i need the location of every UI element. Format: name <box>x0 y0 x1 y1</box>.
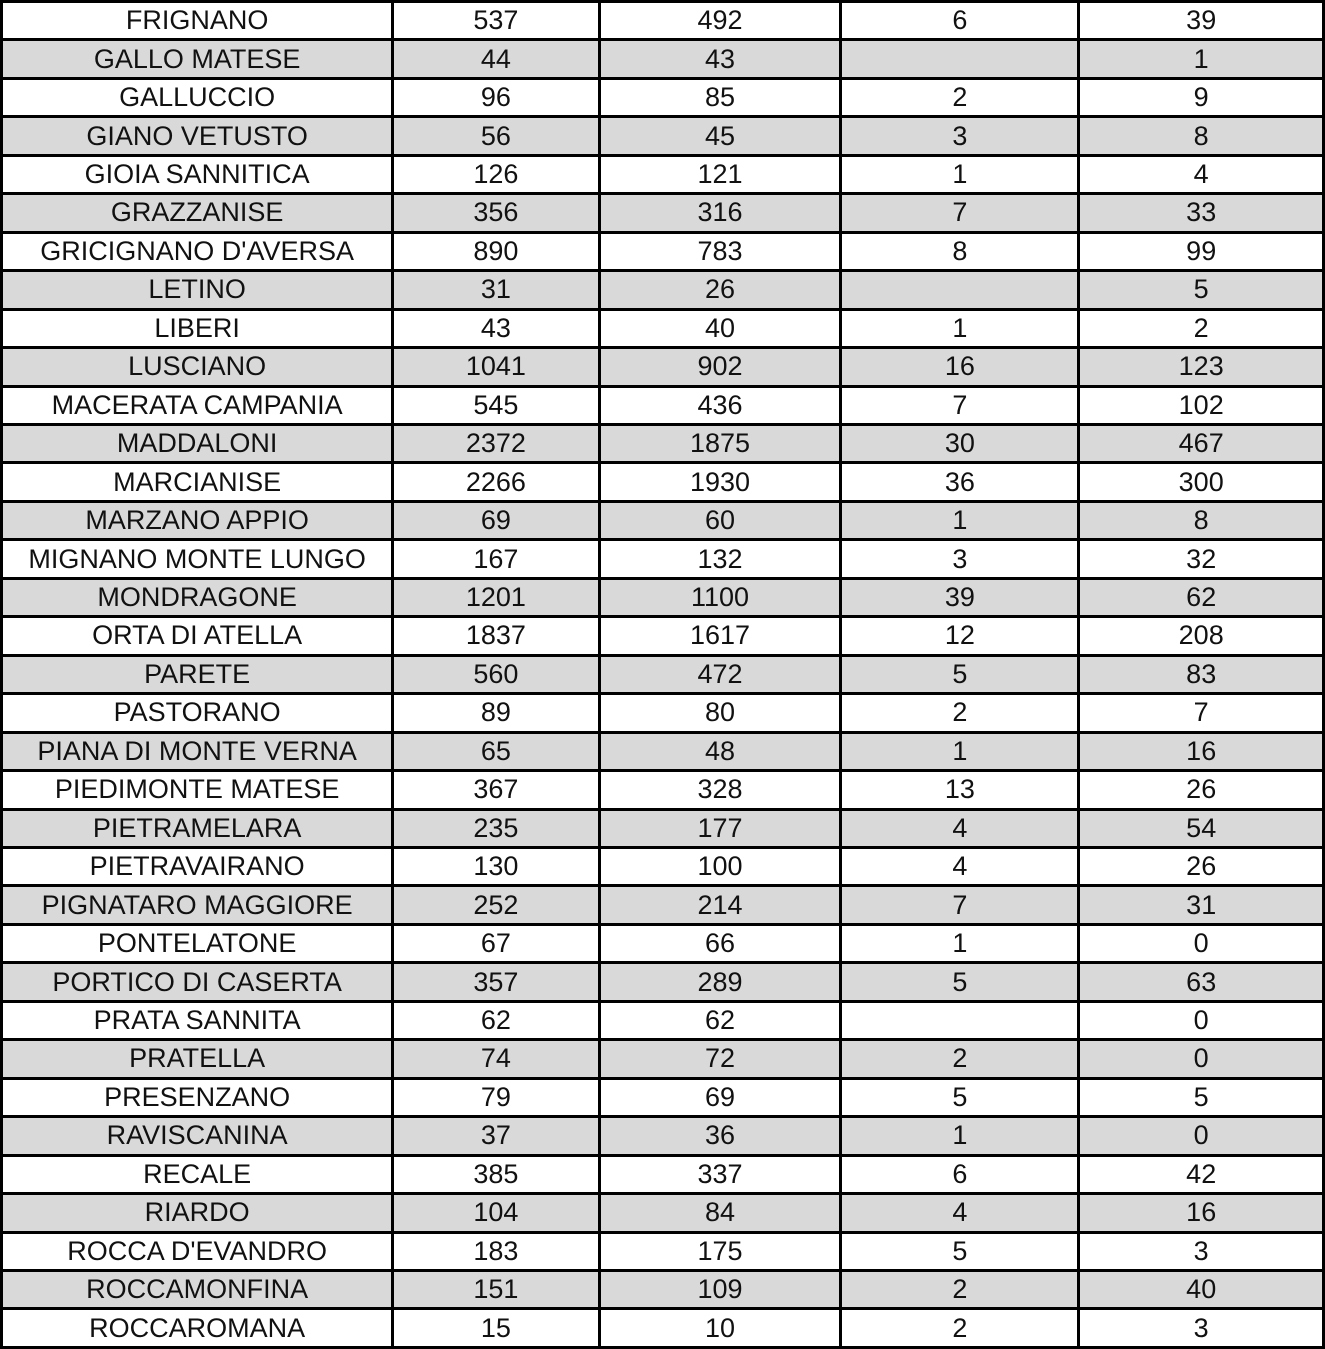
value-cell: 890 <box>393 232 599 270</box>
value-cell: 467 <box>1079 424 1324 462</box>
value-cell: 472 <box>599 655 841 693</box>
value-cell: 100 <box>599 847 841 885</box>
municipality-name-cell: PRESENZANO <box>2 1078 393 1116</box>
value-cell: 2 <box>841 1270 1079 1308</box>
value-cell: 36 <box>841 463 1079 501</box>
table-row <box>2 117 1324 155</box>
value-cell: 79 <box>393 1078 599 1116</box>
municipality-name-cell: PIETRAMELARA <box>2 809 393 847</box>
value-cell: 123 <box>1079 348 1324 386</box>
table-row <box>2 386 1324 424</box>
table-row <box>2 501 1324 539</box>
value-cell: 2372 <box>393 424 599 462</box>
value-cell: 45 <box>599 117 841 155</box>
value-cell: 8 <box>1079 117 1324 155</box>
value-cell: 96 <box>393 78 599 116</box>
value-cell: 902 <box>599 348 841 386</box>
value-cell: 367 <box>393 771 599 809</box>
value-cell: 16 <box>841 348 1079 386</box>
table-row <box>2 1040 1324 1078</box>
value-cell: 3 <box>1079 1232 1324 1270</box>
value-cell: 1 <box>841 732 1079 770</box>
value-cell: 214 <box>599 886 841 924</box>
table-row <box>2 924 1324 962</box>
value-cell: 0 <box>1079 1040 1324 1078</box>
value-cell: 5 <box>841 1232 1079 1270</box>
municipality-name-cell: PIEDIMONTE MATESE <box>2 771 393 809</box>
value-cell: 40 <box>1079 1270 1324 1308</box>
value-cell: 2266 <box>393 463 599 501</box>
value-cell: 1837 <box>393 617 599 655</box>
value-cell: 0 <box>1079 1001 1324 1039</box>
value-cell: 0 <box>1079 924 1324 962</box>
municipality-name-cell: GALLUCCIO <box>2 78 393 116</box>
value-cell: 316 <box>599 194 841 232</box>
municipality-name-cell: ORTA DI ATELLA <box>2 617 393 655</box>
table-row <box>2 732 1324 770</box>
table-body <box>2 2 1324 1348</box>
value-cell: 1100 <box>599 578 841 616</box>
value-cell: 62 <box>599 1001 841 1039</box>
value-cell: 300 <box>1079 463 1324 501</box>
value-cell: 26 <box>1079 771 1324 809</box>
value-cell: 289 <box>599 963 841 1001</box>
value-cell: 4 <box>841 847 1079 885</box>
municipality-name-cell: ROCCAMONFINA <box>2 1270 393 1308</box>
value-cell: 10 <box>599 1309 841 1348</box>
value-cell: 1875 <box>599 424 841 462</box>
value-cell: 44 <box>393 40 599 78</box>
value-cell: 252 <box>393 886 599 924</box>
value-cell: 121 <box>599 155 841 193</box>
table-row <box>2 1117 1324 1155</box>
value-cell: 492 <box>599 2 841 40</box>
value-cell: 83 <box>1079 655 1324 693</box>
value-cell: 15 <box>393 1309 599 1348</box>
table-row <box>2 40 1324 78</box>
value-cell: 385 <box>393 1155 599 1193</box>
table-row <box>2 271 1324 309</box>
value-cell: 5 <box>841 963 1079 1001</box>
municipality-name-cell: FRIGNANO <box>2 2 393 40</box>
municipality-name-cell: RECALE <box>2 1155 393 1193</box>
value-cell: 7 <box>841 386 1079 424</box>
value-cell: 560 <box>393 655 599 693</box>
value-cell: 3 <box>841 540 1079 578</box>
value-cell: 132 <box>599 540 841 578</box>
municipality-name-cell: MARCIANISE <box>2 463 393 501</box>
municipality-name-cell: LIBERI <box>2 309 393 347</box>
value-cell: 54 <box>1079 809 1324 847</box>
municipality-name-cell: RIARDO <box>2 1194 393 1232</box>
table-row <box>2 1194 1324 1232</box>
municipality-name-cell: PARETE <box>2 655 393 693</box>
municipality-name-cell: GRICIGNANO D'AVERSA <box>2 232 393 270</box>
municipality-name-cell: MONDRAGONE <box>2 578 393 616</box>
value-cell: 9 <box>1079 78 1324 116</box>
value-cell: 4 <box>841 1194 1079 1232</box>
value-cell: 0 <box>1079 1117 1324 1155</box>
value-cell <box>841 40 1079 78</box>
value-cell: 104 <box>393 1194 599 1232</box>
municipality-name-cell: PONTELATONE <box>2 924 393 962</box>
municipality-name-cell: GIOIA SANNITICA <box>2 155 393 193</box>
table-row <box>2 771 1324 809</box>
value-cell: 48 <box>599 732 841 770</box>
value-cell: 5 <box>1079 1078 1324 1116</box>
value-cell: 30 <box>841 424 1079 462</box>
value-cell: 39 <box>841 578 1079 616</box>
municipality-name-cell: PASTORANO <box>2 694 393 732</box>
value-cell: 56 <box>393 117 599 155</box>
municipality-name-cell: PIGNATARO MAGGIORE <box>2 886 393 924</box>
table-row <box>2 886 1324 924</box>
municipality-name-cell: MIGNANO MONTE LUNGO <box>2 540 393 578</box>
value-cell: 13 <box>841 771 1079 809</box>
value-cell: 85 <box>599 78 841 116</box>
value-cell: 537 <box>393 2 599 40</box>
value-cell: 60 <box>599 501 841 539</box>
table-row <box>2 847 1324 885</box>
table-row <box>2 348 1324 386</box>
value-cell: 175 <box>599 1232 841 1270</box>
value-cell: 39 <box>1079 2 1324 40</box>
table-row <box>2 1309 1324 1348</box>
table-row <box>2 1078 1324 1116</box>
table-row <box>2 1155 1324 1193</box>
table-row <box>2 655 1324 693</box>
value-cell: 8 <box>1079 501 1324 539</box>
table-row <box>2 155 1324 193</box>
value-cell: 5 <box>841 1078 1079 1116</box>
table-row <box>2 540 1324 578</box>
value-cell: 1 <box>841 155 1079 193</box>
value-cell: 3 <box>841 117 1079 155</box>
value-cell: 31 <box>1079 886 1324 924</box>
value-cell: 1 <box>1079 40 1324 78</box>
value-cell: 74 <box>393 1040 599 1078</box>
municipality-name-cell: GALLO MATESE <box>2 40 393 78</box>
value-cell: 235 <box>393 809 599 847</box>
table-row <box>2 424 1324 462</box>
value-cell: 1930 <box>599 463 841 501</box>
table-row <box>2 309 1324 347</box>
value-cell: 65 <box>393 732 599 770</box>
value-cell: 356 <box>393 194 599 232</box>
value-cell: 99 <box>1079 232 1324 270</box>
value-cell: 6 <box>841 1155 1079 1193</box>
value-cell <box>841 271 1079 309</box>
value-cell: 2 <box>841 694 1079 732</box>
value-cell: 151 <box>393 1270 599 1308</box>
municipality-name-cell: PIETRAVAIRANO <box>2 847 393 885</box>
value-cell: 33 <box>1079 194 1324 232</box>
value-cell: 2 <box>841 78 1079 116</box>
municipality-name-cell: MACERATA CAMPANIA <box>2 386 393 424</box>
value-cell: 177 <box>599 809 841 847</box>
value-cell: 7 <box>841 194 1079 232</box>
municipality-name-cell: GIANO VETUSTO <box>2 117 393 155</box>
value-cell: 72 <box>599 1040 841 1078</box>
value-cell: 1041 <box>393 348 599 386</box>
value-cell: 32 <box>1079 540 1324 578</box>
value-cell: 12 <box>841 617 1079 655</box>
municipality-name-cell: PRATA SANNITA <box>2 1001 393 1039</box>
value-cell: 167 <box>393 540 599 578</box>
value-cell: 36 <box>599 1117 841 1155</box>
municipality-name-cell: PORTICO DI CASERTA <box>2 963 393 1001</box>
value-cell: 3 <box>1079 1309 1324 1348</box>
table-row <box>2 1232 1324 1270</box>
value-cell: 8 <box>841 232 1079 270</box>
value-cell: 89 <box>393 694 599 732</box>
value-cell: 43 <box>393 309 599 347</box>
table-row <box>2 194 1324 232</box>
municipality-name-cell: RAVISCANINA <box>2 1117 393 1155</box>
value-cell: 357 <box>393 963 599 1001</box>
value-cell: 436 <box>599 386 841 424</box>
value-cell: 1 <box>841 501 1079 539</box>
municipality-name-cell: PIANA DI MONTE VERNA <box>2 732 393 770</box>
value-cell: 69 <box>599 1078 841 1116</box>
table-row <box>2 78 1324 116</box>
value-cell: 1201 <box>393 578 599 616</box>
value-cell: 66 <box>599 924 841 962</box>
table-row <box>2 232 1324 270</box>
value-cell: 109 <box>599 1270 841 1308</box>
municipality-name-cell: LETINO <box>2 271 393 309</box>
municipality-name-cell: ROCCAROMANA <box>2 1309 393 1348</box>
value-cell: 545 <box>393 386 599 424</box>
table-row <box>2 1270 1324 1308</box>
value-cell: 26 <box>1079 847 1324 885</box>
value-cell: 26 <box>599 271 841 309</box>
value-cell: 1 <box>841 924 1079 962</box>
value-cell: 4 <box>1079 155 1324 193</box>
table-row <box>2 963 1324 1001</box>
value-cell: 1 <box>841 309 1079 347</box>
value-cell: 4 <box>841 809 1079 847</box>
value-cell: 7 <box>1079 694 1324 732</box>
value-cell: 7 <box>841 886 1079 924</box>
value-cell: 43 <box>599 40 841 78</box>
value-cell: 63 <box>1079 963 1324 1001</box>
value-cell: 67 <box>393 924 599 962</box>
table-row <box>2 578 1324 616</box>
value-cell: 126 <box>393 155 599 193</box>
municipality-name-cell: GRAZZANISE <box>2 194 393 232</box>
value-cell: 5 <box>1079 271 1324 309</box>
value-cell: 2 <box>841 1040 1079 1078</box>
value-cell: 62 <box>1079 578 1324 616</box>
value-cell: 1617 <box>599 617 841 655</box>
value-cell: 1 <box>841 1117 1079 1155</box>
value-cell <box>841 1001 1079 1039</box>
value-cell: 80 <box>599 694 841 732</box>
municipality-name-cell: ROCCA D'EVANDRO <box>2 1232 393 1270</box>
table-row <box>2 617 1324 655</box>
value-cell: 84 <box>599 1194 841 1232</box>
table-row <box>2 694 1324 732</box>
value-cell: 69 <box>393 501 599 539</box>
value-cell: 16 <box>1079 732 1324 770</box>
value-cell: 40 <box>599 309 841 347</box>
municipality-name-cell: LUSCIANO <box>2 348 393 386</box>
table-row <box>2 463 1324 501</box>
table-row <box>2 809 1324 847</box>
value-cell: 183 <box>393 1232 599 1270</box>
value-cell: 16 <box>1079 1194 1324 1232</box>
value-cell: 5 <box>841 655 1079 693</box>
value-cell: 2 <box>841 1309 1079 1348</box>
value-cell: 31 <box>393 271 599 309</box>
value-cell: 337 <box>599 1155 841 1193</box>
municipality-name-cell: PRATELLA <box>2 1040 393 1078</box>
value-cell: 328 <box>599 771 841 809</box>
table-row <box>2 2 1324 40</box>
value-cell: 130 <box>393 847 599 885</box>
municipality-name-cell: MARZANO APPIO <box>2 501 393 539</box>
value-cell: 2 <box>1079 309 1324 347</box>
value-cell: 102 <box>1079 386 1324 424</box>
value-cell: 37 <box>393 1117 599 1155</box>
value-cell: 783 <box>599 232 841 270</box>
value-cell: 62 <box>393 1001 599 1039</box>
value-cell: 6 <box>841 2 1079 40</box>
municipality-name-cell: MADDALONI <box>2 424 393 462</box>
value-cell: 42 <box>1079 1155 1324 1193</box>
table-row <box>2 1001 1324 1039</box>
value-cell: 208 <box>1079 617 1324 655</box>
